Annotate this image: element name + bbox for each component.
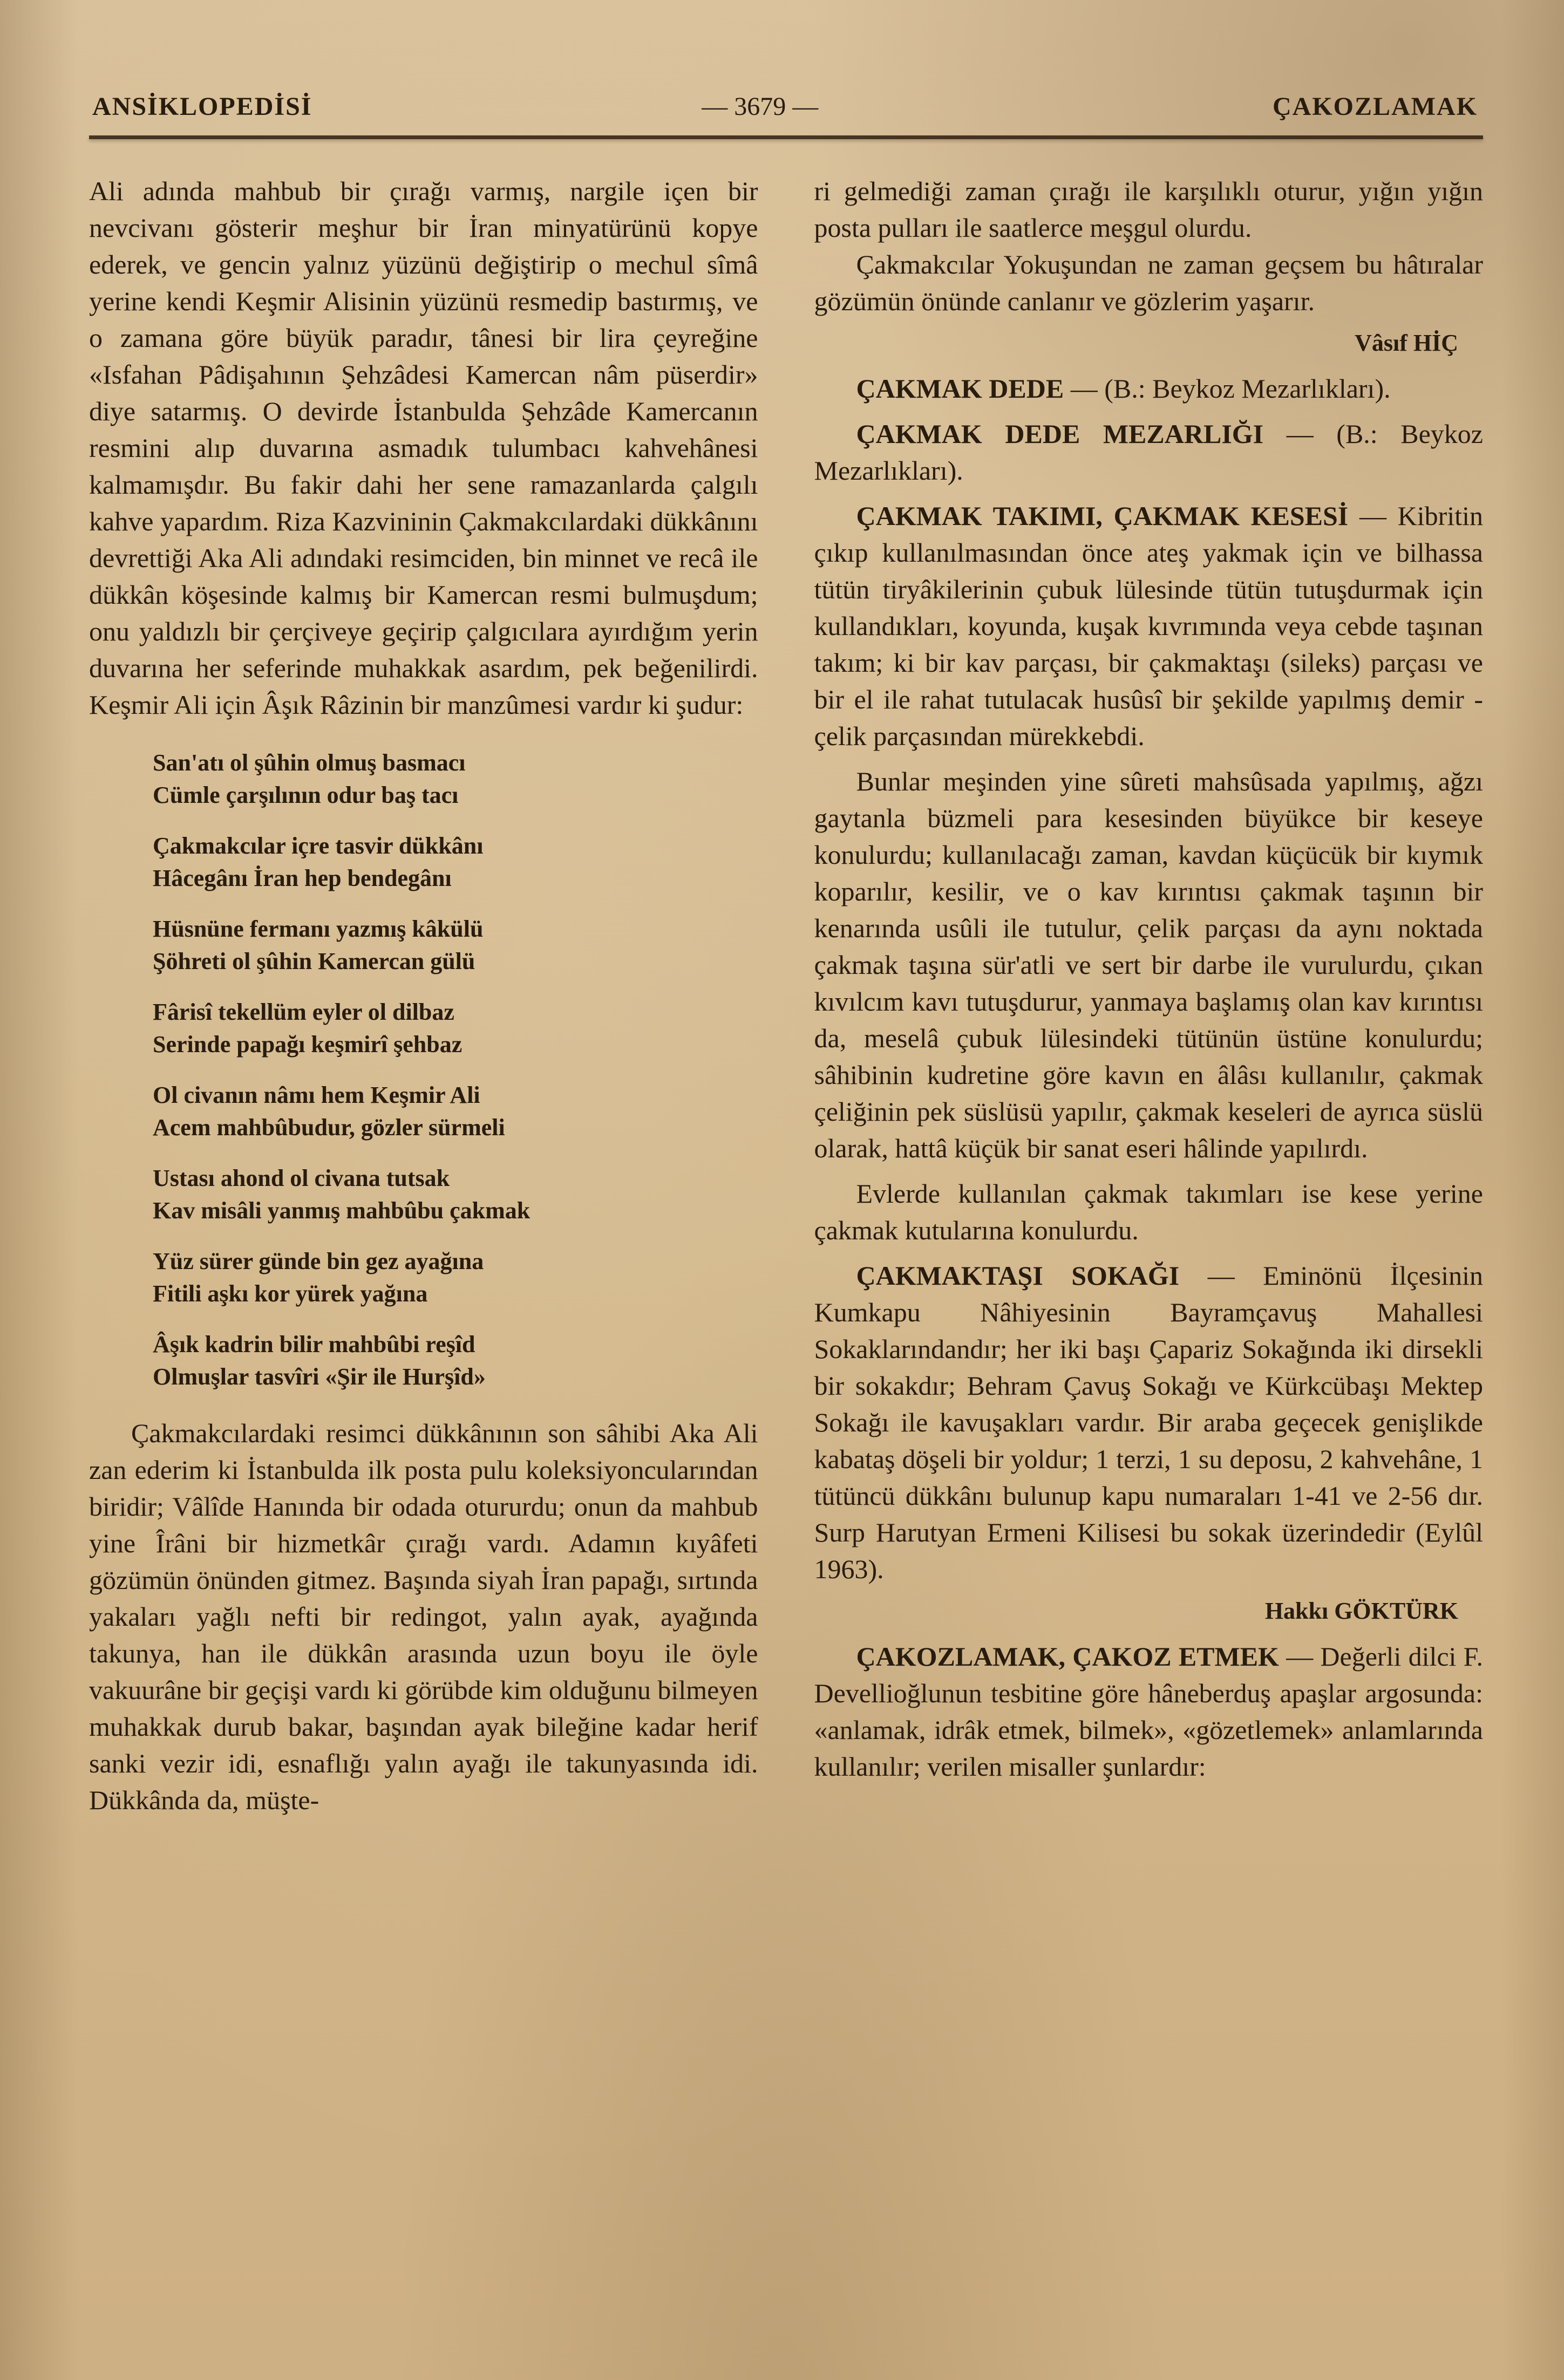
poem-line: Olmuşlar tasvîri «Şir ile Hurşîd» <box>153 1363 486 1390</box>
entry-term: ÇAKOZLAMAK, ÇAKOZ ETMEK <box>856 1641 1279 1672</box>
header-entry-word: ÇAKOZLAMAK <box>1272 92 1478 121</box>
poem-couplet <box>153 1328 758 1393</box>
poem-line: Yüz sürer günde bin gez ayağına <box>153 1248 484 1274</box>
memory-paragraph: Çakmakcılar Yokuşundan ne zaman geçsem bu hâtıralar gözümün önünde canlanır ve gözlerim yaşarır. <box>814 249 1483 316</box>
evlerde-paragraph: Evlerde kullanılan çakmak takımları ise kese yerine çakmak kutularına konulurdu. <box>814 1178 1483 1245</box>
entry-term: ÇAKMAK TAKIMI, ÇAKMAK KESESİ <box>856 501 1349 531</box>
poem-couplet <box>153 830 758 895</box>
poem-couplet <box>153 1079 758 1144</box>
outro-paragraph: Çakmakcılardaki resimci dükkânının son sâhibi Aka Ali zan ederim ki İstanbulda ilk posta pulu koleksiyoncularından biridir; Vâlîde Hanında bir odada otururdu; onun da mahbub yine Îrâni bir hizmetkâr çırağı vardı. Adamın kıyâfeti gözümün önünden gitmez. Başında siyah İran papağı, sırtında yakaları yağlı nefti bir redingot, yalın ayak, ayağında takunya, han ile dükkân arasında uzun boyu ile öyle vakuurâne bir geçişi vardı ki görübde kim olduğunu bilmeyen muhakkak durub bakar, başından ayak bileğine kadar herif sanki vezir idi, esnaflığı yalın ayağı ile takunyasında idi. Dükkânda da, müşte- <box>89 1418 758 1815</box>
poem-couplet <box>153 913 758 978</box>
entry-body: — Eminönü İlçesinin Kumkapu Nâhiyesinin Bayramçavuş Mahallesi Sokaklarındandır; her iki başı Çapariz Sokağında iki dirsekli bir sokakdır; Behram Çavuş Sokağı ve Kürkcübaşı Mektep Sokağı ile kavuşakları vardır. Bir araba geçecek genişlikde kabataş döşeli bir yoldur; 1 terzi, 1 su deposu, 2 kahvehâne, 1 tütüncü dükkânı bulunup kapu numaraları 1-41 ve 2-56 dır. Surp Harutyan Ermeni Kilisesi bu sokak üzerindedir (Eylûl 1963). <box>814 1260 1483 1584</box>
poem-line: Hüsnüne fermanı yazmış kâkülü <box>153 916 484 942</box>
poem-couplet <box>153 1162 758 1227</box>
poem <box>153 747 758 1393</box>
poem-line: Acem mahbûbudur, gözler sürmeli <box>153 1114 505 1141</box>
bunlar-paragraph: Bunlar meşinden yine sûreti mahsûsada yapılmış, ağzı gaytanla büzmeli para kesesinden büyükce bir keseye konulurdu; kullanılacağı zaman, kavdan küçücük bir kıymık koparılır, kesilir, ve o kav kırıntısı çakmak taşının bir kenarında usûli ile tutulur, çelik parçası da aynı noktada çakmak taşına sür'atli ve sert bir darbe ile vurulurdu, çıkan kıvılcım kavı tutuşdurur, yanmaya başlamış olan kav kırıntısı da, meselâ çubuk lülesindeki tütünün üstüne konulurdu; sâhibinin kudretine göre kavın en âlâsı kullanılır, çakmak çeliğinin pek süslüsü yapılır, çakmak keseleri de ayrıca süslü olarak, hattâ küçük bir sanat eseri hâlinde yapılırdı. <box>814 766 1483 1163</box>
poem-couplet <box>153 996 758 1061</box>
header-page-number: — 3679 — <box>702 92 819 121</box>
poem-line: Cümle çarşılının odur baş tacı <box>153 782 459 808</box>
poem-line: Ustası ahond ol civana tutsak <box>153 1165 450 1191</box>
entry-cakmak-dede-mezarligi <box>814 415 1484 489</box>
author-signature-hic: Vâsıf HİÇ <box>1355 330 1458 356</box>
entry-body: — (B.: Beykoz Mezarlıkları). <box>1070 373 1391 404</box>
poem-line: Fârisî tekellüm eyler ol dilbaz <box>153 999 454 1025</box>
entry-body: — Değerli dilci F. Devellioğlunun tesbitine göre hâneberduş apaşlar argosunda: «anlamak, idrâk etmek, bilmek», «gözetlemek» anlamlarında kullanılır; verilen misaller şunlardır: <box>814 1641 1483 1782</box>
entry-cakozlamak <box>814 1638 1484 1785</box>
poem-line: Çakmakcılar içre tasvir dükkânı <box>153 833 484 859</box>
poem-line: Hâcegânı İran hep bendegânı <box>153 865 452 891</box>
poem-line: Serinde papağı keşmirî şehbaz <box>153 1031 463 1058</box>
continuation-paragraph: ri gelmediği zaman çırağı ile karşılıklı oturur, yığın yığın posta pulları ile saatlerce meşgul olurdu. <box>814 176 1483 243</box>
page-header <box>89 92 1483 121</box>
poem-line: Âşık kadrin bilir mahbûbi reşîd <box>153 1331 475 1358</box>
poem-line: San'atı ol şûhin olmuş basmacı <box>153 749 466 776</box>
left-column <box>89 173 758 1818</box>
entry-body: — Kibritin çıkıp kullanılmasından önce ateş yakmak için ve bilhassa tütün tiryâkilerinin çubuk lülesinde tütün tutuşdurmak için kullandıkları, koyunda, kuşak kıvrımında veya cebde taşınan takım; ki bir kav parçası, bir çakmaktaşı (sileks) parçası ve bir el ile rahat tutulacak husûsî bir şekilde yapılmış demir - çelik parçasından mürekkebdi. <box>814 501 1484 751</box>
poem-couplet <box>153 1245 758 1310</box>
intro-paragraph: Ali adında mahbub bir çırağı varmış, nargile içen bir nevcivanı gösterir meşhur bir İran minyatürünü kopye ederek, ve gencin yalnız yüzünü değiştirip o mechul sîmâ yerine kendi Keşmir Alisinin yüzünü resmedip bastırmış, ve o zamana göre büyük paradır, tânesi bir lira çeyreğine «Isfahan Pâdişahının Şehzâdesi Kamercan nâm püserdir» diye satarmış. O devirde İstanbulda Şehzâde Kamercanın resmini alıp duvarına asmadık tulumbacı kahvehânesi kalmamışdır. Bu fakir dahi her sene ramazanlarda çalgılı kahve yapardım. Riza Kazvininin Çakmakcılardaki dükkânını devrettiği Aka Ali adındaki resimciden, bin minnet ve recâ ile dükkân köşesinde kalmış bir Kamercan resmi bulmuşdum; onu yaldızlı bir çerçiveye geçirip çalgıcılara ayırdığım yerin duvarına her seferinde muhakkak asardım, pek beğenilirdi. Keşmir Ali için Âşık Râzinin bir manzûmesi vardır ki şudur: <box>89 176 758 720</box>
content-columns <box>89 173 1483 1818</box>
entry-body: — (B.: Beykoz Mezarlıkları). <box>814 419 1483 486</box>
poem-line: Kav misâli yanmış mahbûbu çakmak <box>153 1197 531 1224</box>
poem-line: Fitili aşkı kor yürek yağına <box>153 1280 428 1307</box>
entry-term: ÇAKMAK DEDE <box>856 373 1064 404</box>
poem-line: Şöhreti ol şûhin Kamercan gülü <box>153 948 475 974</box>
entry-cakmak-dede <box>814 370 1484 407</box>
author-signature-gokturk: Hakkı GÖKTÜRK <box>1264 1598 1458 1624</box>
entry-term: ÇAKMAK DEDE MEZARLIĞI <box>856 419 1264 449</box>
header-rule <box>89 135 1483 139</box>
entry-cakmak-takimi <box>814 497 1484 754</box>
entry-cakmaktasi-sokagi <box>814 1257 1484 1587</box>
poem-line: Ol civanın nâmı hem Keşmir Ali <box>153 1082 480 1108</box>
header-title: ANSİKLOPEDİSİ <box>92 92 312 121</box>
right-column <box>814 173 1484 1818</box>
entry-term: ÇAKMAKTAŞI SOKAĞI <box>856 1260 1180 1291</box>
poem-couplet <box>153 747 758 811</box>
